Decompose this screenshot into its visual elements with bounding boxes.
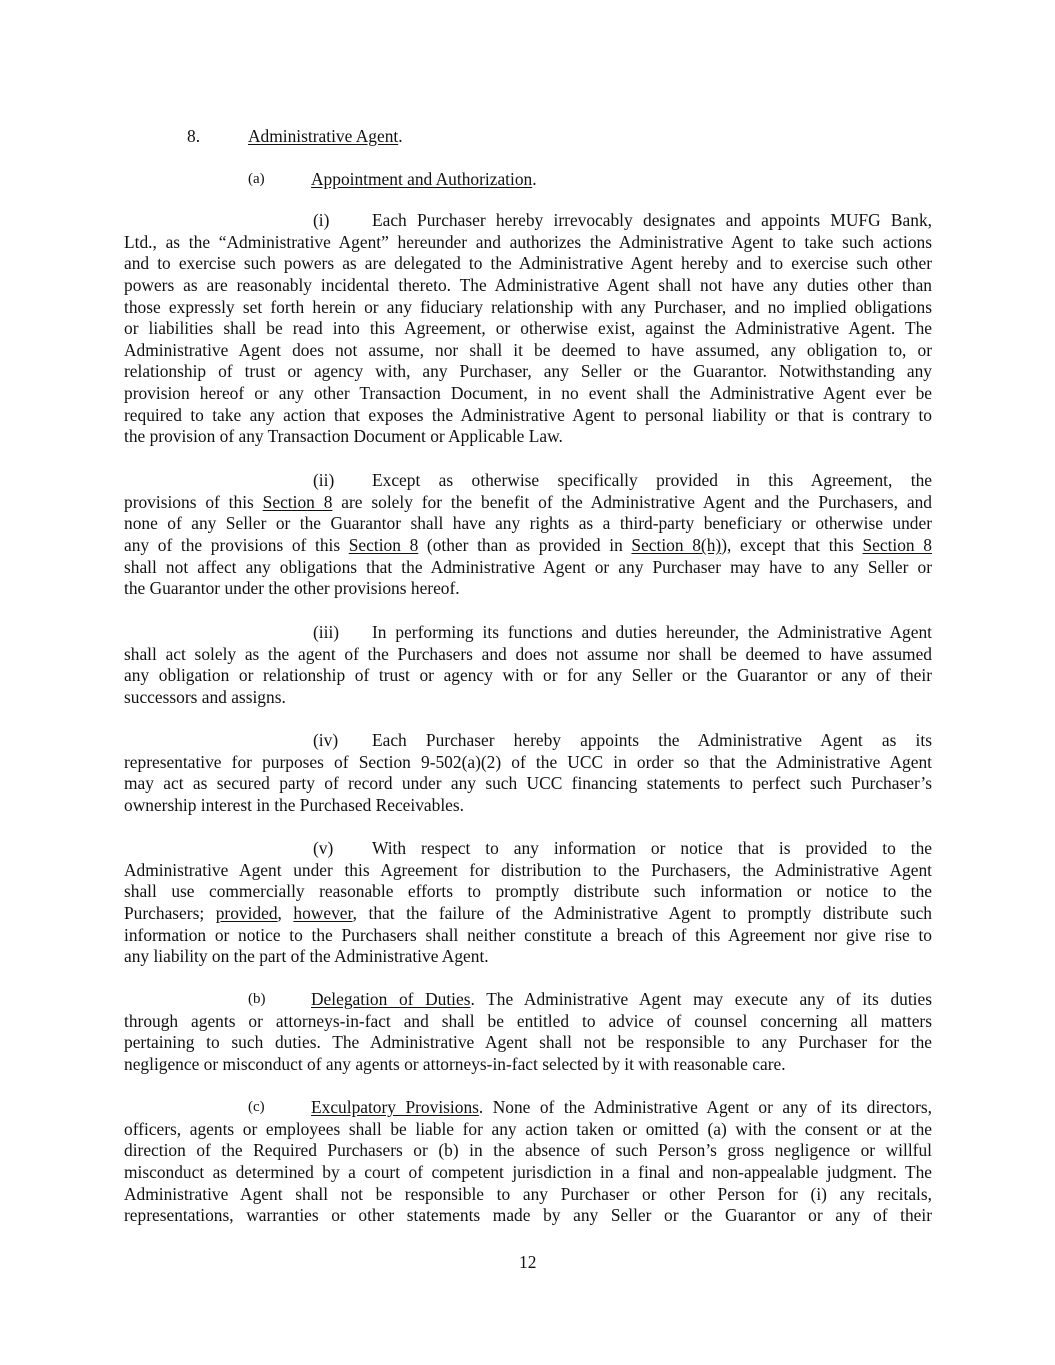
line-text: , that the failure of the Administrative Agent to promptly distribute such (352, 902, 932, 923)
line-text: pertaining to such duties. The Administrative Agent shall not be responsible to any Purchaser for the (124, 1032, 932, 1053)
text-line (124, 232, 932, 254)
section-title-suffix: . (398, 126, 403, 146)
text-line (124, 1184, 932, 1206)
text-line (124, 1011, 932, 1033)
text-line (124, 253, 932, 275)
line-text: Except as otherwise specifically provided in this Agreement, the (372, 470, 932, 490)
paragraph-number: (ii) (313, 470, 335, 490)
text-line (124, 795, 932, 817)
line-text: Each Purchaser hereby irrevocably designates and appoints MUFG Bank, (372, 210, 932, 230)
line-text: any liability on the part of the Administrative Agent. (124, 946, 489, 967)
text-line (124, 1140, 932, 1162)
text-line (124, 644, 932, 666)
subsection-a-title: Appointment and Authorization (311, 169, 533, 189)
line-text: or liabilities shall be read into this Agreement, or otherwise exist, against the Administrative Agent. The (124, 318, 932, 339)
text-line (124, 470, 932, 492)
line-text: Administrative Agent under this Agreement for distribution to the Purchasers, the Administrative Agent (124, 859, 932, 880)
section-number: 8. (187, 126, 201, 146)
text-line (124, 773, 932, 795)
paragraph-number: (c) (248, 1099, 265, 1115)
text-line (124, 492, 932, 514)
text-line (124, 340, 932, 362)
underlined-reference: Delegation of Duties (311, 989, 471, 1009)
text-line (124, 297, 932, 319)
paragraph-iv (124, 730, 932, 817)
subsection-a-title-suffix: . (532, 169, 537, 189)
line-text: shall not affect any obligations that the Administrative Agent or any Purchaser may have to any Seller or (124, 556, 932, 577)
underlined-reference: Section 8 (862, 534, 932, 555)
line-text: shall act solely as the agent of the Purchasers and does not assume nor shall be deemed to have assumed (124, 643, 932, 664)
page-number: 12 (519, 1252, 537, 1272)
line-text: Ltd., as the “Administrative Agent” hereunder and authorizes the Administrative Agent to take such actions (124, 231, 932, 252)
paragraph-c (124, 1097, 932, 1227)
text-line (124, 1162, 932, 1184)
line-text: In performing its functions and duties hereunder, the Administrative Agent (372, 622, 932, 642)
paragraph-number: (i) (313, 210, 330, 230)
line-text: are solely for the benefit of the Administrative Agent and the Purchasers, and (332, 491, 932, 512)
text-line (124, 535, 932, 557)
paragraph-iii (124, 622, 932, 709)
line-text: any obligation or relationship of trust or agency with or for any Seller or the Guarantor or any of their (124, 665, 932, 686)
underlined-reference: Section 8(h) (631, 534, 722, 555)
text-line (124, 925, 932, 947)
line-text: (other than as provided in (418, 534, 632, 555)
line-text: provisions of this (124, 491, 263, 512)
line-text: the provision of any Transaction Document or Applicable Law. (124, 426, 563, 447)
underlined-reference: however (293, 902, 353, 923)
text-line (124, 881, 932, 903)
line-text: representations, warranties or other statements made by any Seller or the Guarantor or any of their (124, 1205, 932, 1226)
line-text: ), except that this (721, 534, 863, 555)
line-text: those expressly set forth herein or any fiduciary relationship with any Purchaser, and no implied obligations (124, 296, 932, 317)
line-text: relationship of trust or agency with, any Purchaser, any Seller or the Guarantor. Notwithstanding any (124, 361, 932, 382)
line-text: none of any Seller or the Guarantor shall have any rights as a third-party beneficiary or otherwise under (124, 513, 932, 534)
section-heading (248, 126, 403, 148)
text-line (124, 405, 932, 427)
line-text: Purchasers; (124, 902, 216, 923)
paragraph-number: (b) (248, 991, 266, 1007)
line-text: successors and assigns. (124, 686, 286, 707)
paragraph-v (124, 838, 932, 968)
paragraph-ii (124, 470, 932, 600)
text-line (124, 383, 932, 405)
line-text: Administrative Agent does not assume, nor shall it be deemed to have assumed, any obligation to, or (124, 339, 932, 360)
paragraph-number: (v) (313, 838, 334, 858)
line-text: Each Purchaser hereby appoints the Administrative Agent as its (372, 730, 932, 750)
line-text: Administrative Agent shall not be responsible to any Purchaser or other Person for (i) any recitals, (124, 1183, 932, 1204)
text-line (124, 1119, 932, 1141)
subsection-a-label: (a) (248, 171, 265, 187)
line-text: through agents or attorneys-in-fact and shall be entitled to advice of counsel concerning all matters (124, 1010, 932, 1031)
text-line (124, 361, 932, 383)
text-line (124, 838, 932, 860)
text-line (124, 557, 932, 579)
text-line (124, 275, 932, 297)
text-line (124, 860, 932, 882)
section-title: Administrative Agent (248, 126, 399, 146)
line-text: ownership interest in the Purchased Receivables. (124, 794, 464, 815)
line-text: direction of the Required Purchasers or (b) in the absence of such Person’s gross negligence or willful (124, 1140, 932, 1161)
underlined-reference: Section 8 (262, 491, 333, 512)
line-text: powers as are reasonably incidental thereto. The Administrative Agent shall not have any duties other than (124, 274, 932, 295)
text-line (124, 1032, 932, 1054)
text-line (124, 1205, 932, 1227)
text-line (124, 903, 932, 925)
line-text: required to take any action that exposes the Administrative Agent to personal liability or that is contrary to (124, 404, 932, 425)
line-text: representative for purposes of Section 9-502(a)(2) of the UCC in order so that the Administrative Agent (124, 751, 932, 772)
text-line (124, 578, 932, 600)
text-line (124, 665, 932, 687)
text-line (124, 1054, 932, 1076)
paragraph-number: (iii) (313, 622, 340, 642)
text-line (124, 687, 932, 709)
line-text: shall use commercially reasonable efforts to promptly distribute such information or notice to the (124, 881, 932, 902)
paragraph-i (124, 210, 932, 448)
paragraph-b (124, 989, 932, 1076)
line-text: provision hereof or any other Transaction Document, in no event shall the Administrative Agent ever be (124, 383, 932, 404)
line-text: officers, agents or employees shall be liable for any action taken or omitted (a) with the consent or at the (124, 1118, 932, 1139)
text-line (124, 622, 932, 644)
line-text: may act as secured party of record under any such UCC financing statements to perfect such Purchaser’s (124, 773, 932, 794)
subsection-a-heading (311, 169, 537, 191)
text-line (124, 946, 932, 968)
text-line (124, 210, 932, 232)
line-text: . The Administrative Agent may execute any of its duties (470, 989, 932, 1009)
line-text: and to exercise such powers as are delegated to the Administrative Agent hereby and to exercise such other (124, 253, 932, 274)
line-text: misconduct as determined by a court of competent jurisdiction in a final and non-appealable judgment. The (124, 1161, 932, 1182)
text-line (124, 426, 932, 448)
line-text: any of the provisions of this (124, 534, 349, 555)
underlined-reference: provided (215, 902, 278, 923)
line-text: , (277, 902, 294, 923)
paragraph-number: (iv) (313, 730, 339, 750)
line-text: negligence or misconduct of any agents or attorneys-in-fact selected by it with reasonable care. (124, 1053, 786, 1074)
line-text: the Guarantor under the other provisions hereof. (124, 578, 460, 599)
line-text: With respect to any information or notice that is provided to the (372, 838, 932, 858)
text-line (124, 752, 932, 774)
text-line (124, 730, 932, 752)
line-text: information or notice to the Purchasers shall neither constitute a breach of this Agreement nor give rise to (124, 924, 932, 945)
line-text: . None of the Administrative Agent or any of its directors, (478, 1097, 932, 1117)
text-line (124, 1097, 932, 1119)
text-line (124, 513, 932, 535)
underlined-reference: Exculpatory Provisions (311, 1097, 479, 1117)
underlined-reference: Section 8 (348, 534, 419, 555)
text-line (124, 989, 932, 1011)
text-line (124, 318, 932, 340)
